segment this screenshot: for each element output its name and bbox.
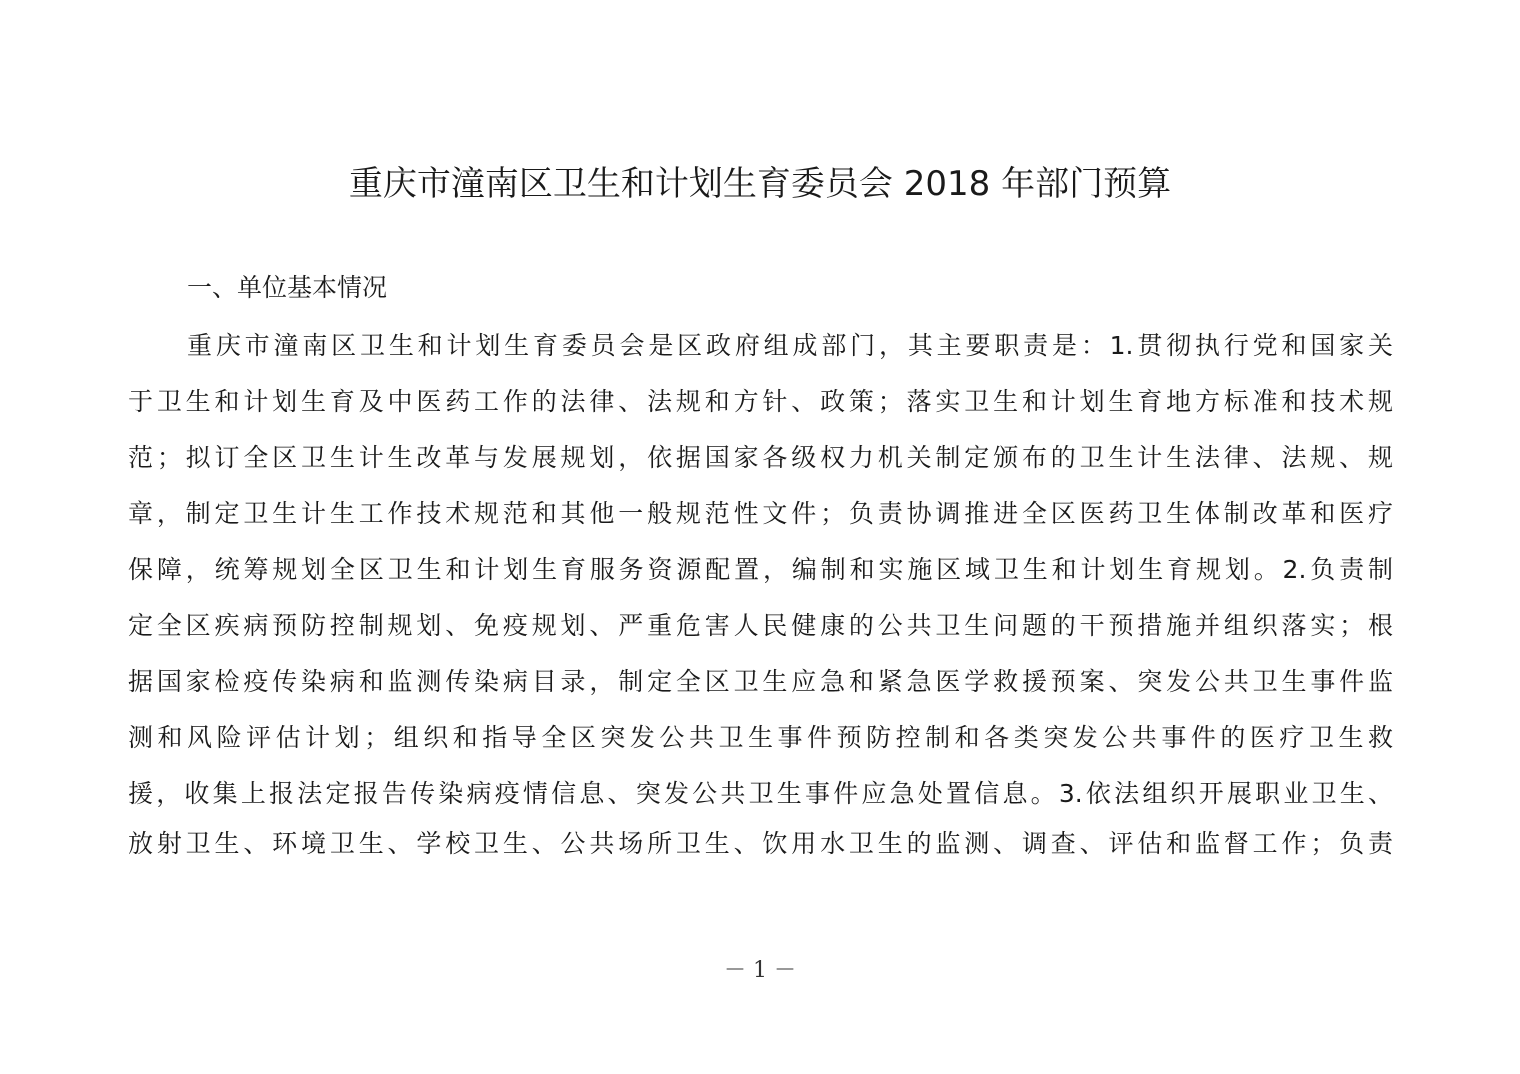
page-number: － 1 － [724, 958, 796, 983]
section-heading: 一、单位基本情况 [187, 273, 388, 302]
body-line: 保障，统筹规划全区卫生和计划生育服务资源配置，编制和实施区域卫生和计划生育规划。2.负责制 [128, 555, 1393, 584]
page-title: 重庆市潼南区卫生和计划生育委员会 2018 年部门预算 [348, 164, 1172, 204]
body-line: 章，制定卫生计生工作技术规范和其他一般规范性文件；负责协调推进全区医药卫生体制改革和医疗 [128, 499, 1393, 528]
body-line: 测和风险评估计划；组织和指导全区突发公共卫生事件预防控制和各类突发公共事件的医疗卫生救 [128, 723, 1393, 752]
body-line: 于卫生和计划生育及中医药工作的法律、法规和方针、政策；落实卫生和计划生育地方标准和技术规 [128, 387, 1393, 416]
body-line: 据国家检疫传染病和监测传染病目录，制定全区卫生应急和紧急医学救援预案、突发公共卫生事件监 [128, 667, 1393, 696]
body-line: 重庆市潼南区卫生和计划生育委员会是区政府组成部门，其主要职责是：1.贯彻执行党和国家关 [187, 331, 1393, 360]
body-line: 援，收集上报法定报告传染病疫情信息、突发公共卫生事件应急处置信息。3.依法组织开展职业卫生、 [128, 779, 1393, 808]
body-line: 定全区疾病预防控制规划、免疫规划、严重危害人民健康的公共卫生问题的干预措施并组织落实；根 [128, 611, 1393, 640]
body-line: 范；拟订全区卫生计生改革与发展规划，依据国家各级权力机关制定颁布的卫生计生法律、法规、规 [128, 443, 1393, 472]
body-line: 放射卫生、环境卫生、学校卫生、公共场所卫生、饮用水卫生的监测、调查、评估和监督工作；负责 [128, 829, 1393, 858]
